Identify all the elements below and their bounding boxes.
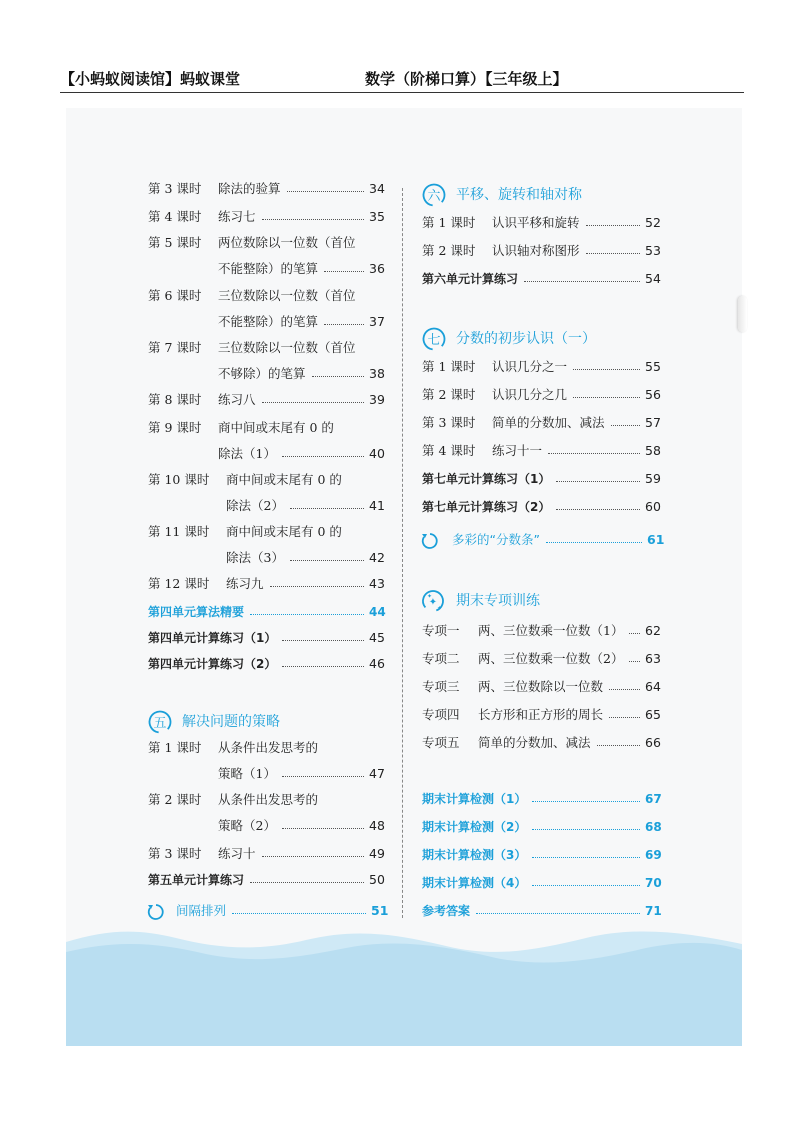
toc-row[interactable] (148, 206, 391, 228)
page-number: 34 (369, 181, 385, 196)
entry-title: 期末计算检测（1） (422, 792, 527, 806)
header-right-title: 数学（阶梯口算）【三年级上】 (365, 70, 568, 88)
page-number: 61 (647, 532, 665, 547)
unit-badge-number: 五 (153, 716, 167, 731)
entry-title: 从条件出发思考的 (218, 740, 319, 755)
lesson-number: 第 12 课时 (148, 576, 210, 591)
svg-text:✦: ✦ (437, 605, 443, 612)
header-left-title: 【小蚂蚁阅读馆】蚂蚁课堂 (60, 70, 241, 88)
wave-decoration (66, 924, 742, 1046)
section-title: 分数的初步认识（一） (456, 331, 596, 347)
entry-title-continued: 除法（3） (226, 550, 284, 565)
lesson-number: 第 3 课时 (148, 181, 202, 196)
entry-title-continued: 策略（1） (218, 766, 276, 781)
dot-leader (532, 872, 640, 894)
dot-leader (282, 815, 364, 837)
toc-row[interactable] (148, 653, 391, 675)
dot-leader (524, 268, 640, 290)
page-number: 65 (645, 707, 661, 722)
lesson-number: 专项四 (422, 707, 460, 722)
entry-title: 第七单元计算练习（1） (422, 472, 551, 486)
dot-leader (282, 627, 364, 649)
lesson-number: 专项五 (422, 735, 460, 750)
toc-row[interactable] (148, 627, 391, 649)
lesson-number: 第 3 课时 (148, 846, 202, 861)
entry-title: 练习十 (218, 846, 256, 861)
bonus-title: 多彩的“分数条” (452, 532, 540, 547)
lesson-number: 第 7 课时 (148, 340, 202, 355)
page-number: 38 (369, 366, 385, 381)
lesson-number: 第 2 课时 (422, 387, 476, 402)
entry-title: 两、三位数除以一位数 (478, 679, 604, 694)
entry-title: 第四单元计算练习（1） (148, 631, 277, 645)
dot-leader (611, 412, 640, 434)
dot-leader (324, 258, 364, 280)
unit-badge-number: 七 (427, 333, 441, 348)
page-number: 64 (645, 679, 661, 694)
toc-row[interactable] (422, 384, 667, 406)
entry-title: 两位数除以一位数（首位 (218, 235, 356, 250)
dot-leader (262, 206, 364, 228)
unit-number-badge-icon (146, 709, 174, 735)
toc-row[interactable] (422, 240, 667, 262)
dot-leader (312, 363, 364, 385)
entry-title: 三位数除以一位数（首位 (218, 340, 356, 355)
page-number: 36 (369, 261, 385, 276)
dot-leader (532, 816, 640, 838)
toc-row[interactable] (148, 601, 391, 623)
lesson-number: 第 2 课时 (148, 792, 202, 807)
section-heading (146, 709, 376, 735)
dot-leader (476, 900, 640, 922)
dot-leader (250, 601, 364, 623)
dot-leader (556, 496, 640, 518)
page-number: 53 (645, 243, 661, 258)
toc-row[interactable] (422, 816, 667, 838)
page-number: 46 (369, 656, 385, 671)
page-number: 66 (645, 735, 661, 750)
section-heading (420, 182, 650, 208)
section-heading (420, 326, 650, 352)
page-number: 40 (369, 446, 385, 461)
bonus-activity-link[interactable] (146, 900, 393, 922)
entry-title: 第五单元计算练习 (148, 873, 245, 887)
dot-leader (573, 356, 640, 378)
page-number: 51 (371, 903, 389, 918)
page-number: 54 (645, 271, 661, 286)
page-number: 63 (645, 651, 661, 666)
dot-leader (629, 620, 640, 642)
dot-leader (262, 389, 364, 411)
entry-title-continued: 除法（2） (226, 498, 284, 513)
bonus-activity-link[interactable] (420, 529, 669, 551)
dot-leader (609, 676, 640, 698)
dot-leader (290, 495, 364, 517)
dot-leader (270, 573, 364, 595)
entry-title: 认识平移和旋转 (492, 215, 580, 230)
lesson-number: 专项二 (422, 651, 460, 666)
entry-title: 练习七 (218, 209, 256, 224)
entry-title: 简单的分数加、减法 (478, 735, 591, 750)
page-number: 49 (369, 846, 385, 861)
entry-title-continued: 不能整除）的笔算 (218, 314, 319, 329)
page-number: 39 (369, 392, 385, 407)
toc-row[interactable] (422, 356, 667, 378)
page-number: 58 (645, 443, 661, 458)
entry-title: 期末计算检测（3） (422, 848, 527, 862)
toc-row[interactable] (148, 843, 391, 865)
entry-title: 期末计算检测（4） (422, 876, 527, 890)
page-number: 57 (645, 415, 661, 430)
entry-title: 第四单元计算练习（2） (148, 657, 277, 671)
toc-row[interactable] (422, 412, 667, 434)
dot-leader (287, 178, 364, 200)
lesson-number: 专项一 (422, 623, 460, 638)
page-number: 67 (645, 792, 662, 806)
entry-title: 练习九 (226, 576, 264, 591)
toc-row[interactable] (422, 648, 667, 670)
toc-row[interactable] (148, 178, 391, 200)
toc-row[interactable] (422, 212, 667, 234)
dot-leader (586, 240, 640, 262)
page-number: 71 (645, 904, 662, 918)
entry-title: 认识几分之一 (492, 359, 568, 374)
lesson-number: 第 11 课时 (148, 524, 210, 539)
toc-row[interactable] (422, 872, 667, 894)
bonus-title: 间隔排列 (176, 903, 227, 918)
dot-leader (597, 732, 640, 754)
entry-title: 商中间或末尾有 0 的 (226, 472, 342, 487)
entry-title: 三位数除以一位数（首位 (218, 288, 356, 303)
dot-leader (573, 384, 640, 406)
dot-leader (282, 443, 364, 465)
toc-row[interactable] (422, 620, 667, 642)
toc-row[interactable] (148, 389, 391, 411)
page-header (60, 66, 744, 93)
dot-leader (282, 653, 364, 675)
dot-leader (609, 704, 640, 726)
page-edge-tab (738, 296, 747, 332)
lesson-number: 第 6 课时 (148, 288, 202, 303)
svg-text:✦: ✦ (428, 597, 438, 608)
page-number: 37 (369, 314, 385, 329)
page-number: 35 (369, 209, 385, 224)
toc-row[interactable] (422, 468, 667, 490)
entry-title-continued: 策略（2） (218, 818, 276, 833)
page-number: 43 (369, 576, 385, 591)
toc-row[interactable] (422, 440, 667, 462)
dot-leader (290, 547, 364, 569)
entry-title: 两、三位数乘一位数（2） (478, 651, 624, 666)
page-number: 68 (645, 820, 662, 834)
dot-leader (586, 212, 640, 234)
entry-title: 练习十一 (492, 443, 543, 458)
entry-title: 简单的分数加、减法 (492, 415, 605, 430)
entry-title: 第四单元算法精要 (148, 605, 245, 619)
entry-title: 参考答案 (422, 904, 471, 918)
unit-badge-number: 六 (427, 189, 441, 204)
page-number: 50 (369, 872, 385, 887)
dot-leader (262, 843, 364, 865)
column-divider (402, 188, 403, 918)
entry-title: 商中间或末尾有 0 的 (226, 524, 342, 539)
entry-title: 除法的验算 (218, 181, 281, 196)
lesson-number: 专项三 (422, 679, 460, 694)
lesson-number: 第 1 课时 (148, 740, 202, 755)
lesson-number: 第 1 课时 (422, 215, 476, 230)
toc-row[interactable] (422, 676, 667, 698)
page-number: 59 (645, 471, 661, 486)
entry-title: 练习八 (218, 392, 256, 407)
page-number: 41 (369, 498, 385, 513)
entry-title-continued: 不够除）的笔算 (218, 366, 306, 381)
lesson-number: 第 4 课时 (422, 443, 476, 458)
page-number: 44 (369, 605, 386, 619)
toc-row[interactable] (422, 704, 667, 726)
entry-title-continued: 不能整除）的笔算 (218, 261, 319, 276)
dot-leader (324, 311, 364, 333)
section-title: 期末专项训练 (456, 593, 540, 609)
toc-row[interactable] (422, 496, 667, 518)
entry-title: 第六单元计算练习 (422, 272, 519, 286)
lesson-number: 第 4 课时 (148, 209, 202, 224)
page-number: 60 (645, 499, 661, 514)
dot-leader (532, 788, 640, 810)
page-number: 69 (645, 848, 662, 862)
page-number: 42 (369, 550, 385, 565)
lesson-number: 第 3 课时 (422, 415, 476, 430)
lesson-number: 第 9 课时 (148, 420, 202, 435)
page-number: 48 (369, 818, 385, 833)
refresh-arrow-icon (420, 531, 440, 557)
entry-title: 长方形和正方形的周长 (478, 707, 604, 722)
dot-leader (548, 440, 640, 462)
entry-title-continued: 除法（1） (218, 446, 276, 461)
dot-leader (282, 763, 364, 785)
dot-leader (556, 468, 640, 490)
entry-title: 第七单元计算练习（2） (422, 500, 551, 514)
page-number: 47 (369, 766, 385, 781)
page-number: 62 (645, 623, 661, 638)
dot-leader (546, 529, 642, 551)
refresh-arrow-icon (146, 902, 166, 928)
unit-number-badge-icon (420, 326, 448, 352)
section-title: 解决问题的策略 (182, 714, 280, 730)
toc-row[interactable] (422, 732, 667, 754)
page-number: 52 (645, 215, 661, 230)
entry-title: 从条件出发思考的 (218, 792, 319, 807)
svg-text:✦: ✦ (427, 593, 433, 600)
entry-title: 认识轴对称图形 (492, 243, 580, 258)
toc-row[interactable] (422, 900, 667, 922)
entry-title: 商中间或末尾有 0 的 (218, 420, 334, 435)
sparkle-badge-icon (420, 588, 448, 614)
page-number: 70 (645, 876, 662, 890)
lesson-number: 第 10 课时 (148, 472, 210, 487)
dot-leader (629, 648, 640, 670)
unit-number-badge-icon (420, 182, 448, 208)
page-number: 55 (645, 359, 661, 374)
page-number: 45 (369, 630, 385, 645)
dot-leader (250, 869, 364, 891)
lesson-number: 第 2 课时 (422, 243, 476, 258)
toc-row[interactable] (422, 268, 667, 290)
page-number: 56 (645, 387, 661, 402)
section-heading (420, 588, 650, 614)
lesson-number: 第 1 课时 (422, 359, 476, 374)
dot-leader (232, 900, 366, 922)
toc-row[interactable] (148, 573, 391, 595)
toc-row[interactable] (148, 869, 391, 891)
section-title: 平移、旋转和轴对称 (456, 187, 582, 203)
entry-title: 认识几分之几 (492, 387, 568, 402)
lesson-number: 第 5 课时 (148, 235, 202, 250)
toc-row[interactable] (422, 788, 667, 810)
entry-title: 期末计算检测（2） (422, 820, 527, 834)
entry-title: 两、三位数乘一位数（1） (478, 623, 624, 638)
dot-leader (532, 844, 640, 866)
toc-row[interactable] (422, 844, 667, 866)
lesson-number: 第 8 课时 (148, 392, 202, 407)
